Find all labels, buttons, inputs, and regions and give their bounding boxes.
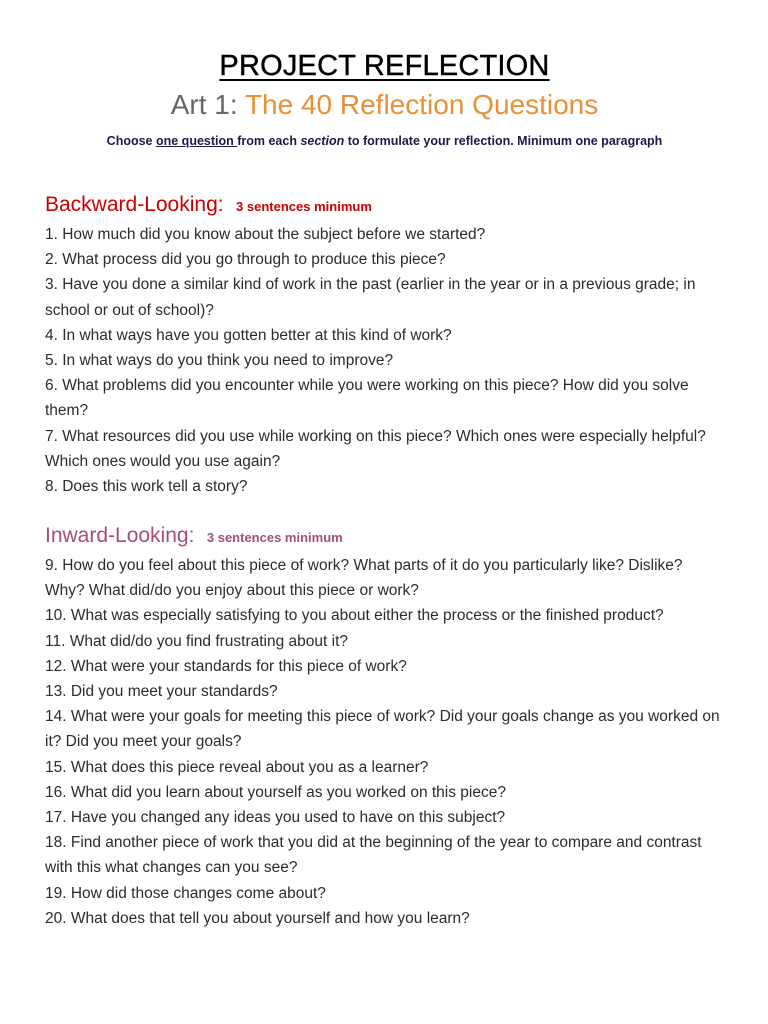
question-item: 3. Have you done a similar kind of work in the past (earlier in the year or in a previous grade; in school or out of school)? (45, 276, 696, 319)
instructions (45, 132, 724, 150)
question-item: 2. What process did you go through to produce this piece? (45, 251, 446, 269)
subtitle-main: The 40 Reflection Questions (244, 89, 599, 120)
question-item: 20. What does that tell you about yourself and how you learn? (45, 909, 470, 927)
question-item: 6. What problems did you encounter while you were working on this piece? How did you solve them? (45, 377, 689, 420)
question-item: 14. What were your goals for meeting this piece of work? Did your goals change as you worked on it? Did you meet your goals? (45, 708, 720, 751)
question-item: 15. What does this piece reveal about you as a learner? (45, 758, 429, 776)
question-list (45, 222, 724, 499)
question-item: 11. What did/do you find frustrating about it? (45, 632, 349, 650)
instructions-part2: one question (155, 134, 238, 148)
question-item: 16. What did you learn about yourself as you worked on this piece? (45, 783, 506, 801)
instructions-part5: to formulate your reflection. Minimum one paragraph (344, 134, 663, 148)
section-note: 3 sentences minimum (236, 199, 372, 214)
page-title: PROJECT REFLECTION (219, 50, 550, 82)
question-item: 19. How did those changes come about? (45, 884, 326, 902)
question-item: 8. Does this work tell a story? (45, 478, 248, 496)
question-item: 9. How do you feel about this piece of work? What parts of it do you particularly like? Dislike? Why? What did/do you enjoy about this piece or work? (45, 557, 683, 600)
question-item: 5. In what ways do you think you need to improve? (45, 352, 394, 370)
instructions-part3: from each (237, 134, 301, 148)
question-item: 7. What resources did you use while working on this piece? Which ones were especially helpful? Which ones would you use again? (45, 427, 706, 470)
section-note: 3 sentences minimum (206, 530, 343, 545)
subtitle-prefix: Art 1: (170, 89, 238, 120)
section-inward-looking (45, 521, 724, 931)
section-heading (45, 521, 724, 553)
question-item: 12. What were your standards for this piece of work? (45, 657, 407, 675)
section-title: Inward-Looking: (45, 524, 195, 547)
instructions-part4: section (300, 134, 345, 148)
instructions-part1: Choose (106, 134, 156, 148)
question-item: 4. In what ways have you gotten better at this kind of work? (45, 326, 452, 344)
question-list (45, 553, 724, 931)
question-item: 1. How much did you know about the subject before we started? (45, 226, 486, 243)
question-item: 13. Did you meet your standards? (45, 683, 278, 701)
section-backward-looking (45, 190, 724, 499)
question-item: 18. Find another piece of work that you did at the beginning of the year to compare and contrast with this what changes can you see? (45, 834, 702, 877)
question-item: 10. What was especially satisfying to you about either the process or the finished product? (45, 607, 664, 625)
question-item: 17. Have you changed any ideas you used to have on this subject? (45, 809, 506, 827)
section-heading (45, 190, 724, 222)
page-subtitle (45, 86, 724, 124)
section-title: Backward-Looking: (45, 193, 224, 216)
